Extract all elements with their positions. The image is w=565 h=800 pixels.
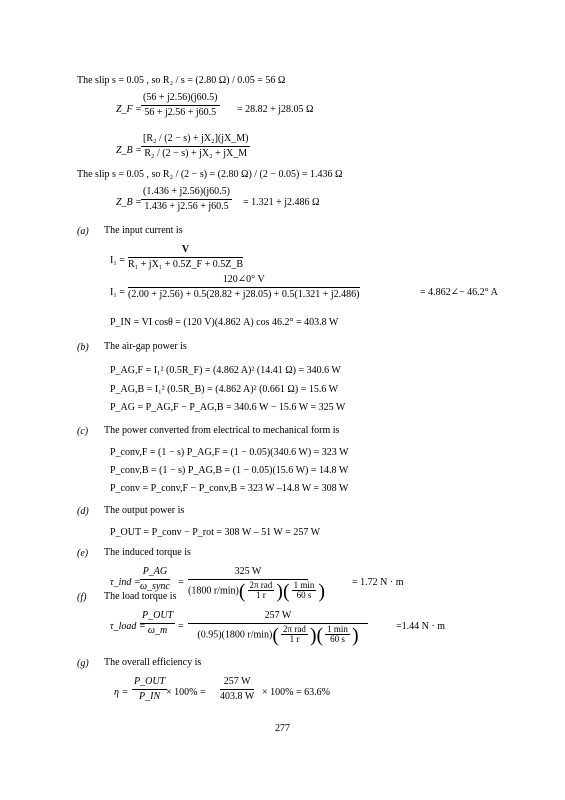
induced-torque-frac2-num: 325 W — [188, 566, 308, 580]
induced-torque-frac2-den: (1800 r/min)( $\frac{\text{2π rad}}{1 r}$ )( $\frac{1 \min}{60 s}$ ) — [188, 579, 326, 602]
induced-torque-speed: (1800 r/min) — [188, 585, 239, 597]
part-e-label: (e) — [77, 548, 89, 559]
zb-denominator: 1.436 + j2.56 + j60.5 — [144, 200, 229, 212]
load-torque-conv2-den: 60 s — [330, 634, 345, 645]
i1-formula-numerator: V — [128, 244, 243, 258]
part-b-title: The air-gap power is — [104, 341, 187, 352]
zb-formula-fraction — [141, 133, 250, 159]
induced-torque-frac1-num: P_AG — [140, 566, 170, 580]
efficiency-frac1 — [132, 676, 167, 702]
i1-value-fraction — [128, 274, 360, 300]
part-b-label: (b) — [77, 342, 89, 353]
airgap-total-line: P_AG = P_AG,F − P_AG,B = 340.6 W − 15.6 W = 325 W — [110, 402, 346, 413]
part-g-label: (g) — [77, 658, 89, 669]
induced-torque-frac2 — [188, 566, 326, 602]
efficiency-frac2-den: 403.8 W — [220, 690, 255, 702]
load-torque-conv1-den: 1 r — [289, 634, 300, 645]
load-torque-frac1-num: P_OUT — [140, 610, 175, 624]
induced-torque-conv1-den: 1 r — [256, 590, 266, 601]
conv-forward-line: P_conv,F = (1 − s) P_AG,F = (1 − 0.05)(340.6 W) = 323 W — [110, 447, 349, 458]
zf-result: = 28.82 + j28.05 Ω — [237, 104, 314, 115]
zb-numerator: (1.436 + j2.56)(j60.5) — [141, 186, 232, 200]
conv-total-line: P_conv = P_conv,F − P_conv,B = 323 W –14.8 W = 308 W — [110, 483, 349, 494]
induced-torque-lhs: τ_ind = — [110, 577, 141, 588]
load-torque-frac2-den: (0.95)(1800 r/min)( $\frac{\text{2π rad}}{1 r}$ )( $\frac{1 \min}{60 s}$ ) — [197, 623, 359, 646]
output-power-line: P_OUT = P_conv − P_rot = 308 W – 51 W = 257 W — [110, 527, 321, 538]
i1-value-numerator: 120∠0° V — [128, 274, 360, 288]
induced-torque-frac1 — [140, 566, 170, 592]
i1-formula-fraction — [128, 244, 243, 270]
zb-formula-denominator: R₂ / (2 − s) + jX₂ + jX_M — [144, 147, 248, 159]
induced-torque-conv1-num: 2π rad — [249, 579, 273, 590]
zb-formula-numerator: [R₂ / (2 − s) + jX₂](jX_M) — [141, 133, 250, 147]
induced-torque-frac1-den: ω_sync — [140, 580, 170, 592]
part-c-label: (c) — [77, 426, 89, 437]
zf-denominator: 56 + j2.56 + j60.5 — [144, 106, 217, 118]
page-number: 277 — [275, 723, 290, 734]
i1-value-denominator: (2.00 + j2.56) + 0.5(28.82 + j28.05) + 0.5(1.321 + j2.486) — [128, 288, 360, 300]
i1-value-result: = 4.862∠− 46.2° A — [420, 287, 498, 298]
conv-backward-line: P_conv,B = (1 − s) P_AG,B = (1 − 0.05)(15.6 W) = 14.8 W — [110, 465, 349, 476]
efficiency-lhs: η = — [114, 687, 129, 698]
part-g-title: The overall efficiency is — [104, 657, 202, 668]
part-f-title: The load torque is — [104, 591, 177, 602]
part-c-title: The power converted from electrical to mechanical form is — [104, 425, 340, 436]
part-a-title: The input current is — [104, 225, 183, 236]
i1-value-lhs: I₁ = — [110, 287, 125, 298]
input-power-line: P_IN = VI cosθ = (120 V)(4.862 A) cos 46.2° = 403.8 W — [110, 317, 339, 328]
efficiency-mid: × 100% = — [166, 687, 206, 698]
load-torque-lhs: τ_load = — [110, 621, 146, 632]
load-torque-frac2 — [188, 610, 368, 645]
part-a-label: (a) — [77, 226, 89, 237]
induced-torque-eq: = — [178, 577, 184, 588]
load-torque-frac1 — [140, 610, 175, 636]
zb-formula-lhs: Z_B = — [116, 145, 142, 156]
efficiency-result: × 100% = 63.6% — [262, 687, 330, 698]
airgap-backward-line: P_AG,B = I₁² (0.5R_B) = (4.862 A)² (0.661 Ω) = 15.6 W — [110, 384, 339, 395]
load-torque-frac1-den: ω_m — [147, 624, 168, 636]
zf-lhs: Z_F = — [116, 104, 142, 115]
zb-lhs: Z_B = — [116, 197, 142, 208]
induced-torque-conv2-num: 1 min — [293, 579, 315, 590]
slip-backward-line: The slip s = 0.05 , so R₂ / (2 − s) = (2.80 Ω) / (2 − 0.05) = 1.436 Ω — [77, 169, 343, 180]
efficiency-frac1-num: P_OUT — [132, 676, 167, 690]
zf-numerator: (56 + j2.56)(j60.5) — [141, 92, 220, 106]
load-torque-eq: = — [178, 621, 184, 632]
part-d-title: The output power is — [104, 505, 185, 516]
efficiency-frac1-den: P_IN — [139, 690, 161, 702]
zb-result: = 1.321 + j2.486 Ω — [243, 197, 320, 208]
i1-formula-lhs: I₁ = — [110, 255, 125, 266]
efficiency-frac2-num: 257 W — [220, 676, 254, 690]
efficiency-frac2 — [220, 676, 254, 702]
zb-fraction — [141, 186, 232, 212]
slip-forward-line: The slip s = 0.05 , so R₂ / s = (2.80 Ω) / 0.05 = 56 Ω — [77, 75, 286, 86]
load-torque-result: =1.44 N · m — [396, 621, 445, 632]
i1-formula-denominator: R₁ + jX₁ + 0.5Z_F + 0.5Z_B — [128, 258, 244, 270]
part-e-title: The induced torque is — [104, 547, 191, 558]
airgap-forward-line: P_AG,F = I₁² (0.5R_F) = (4.862 A)² (14.41 Ω) = 340.6 W — [110, 365, 341, 376]
part-d-label: (d) — [77, 506, 89, 517]
load-torque-frac2-num: 257 W — [188, 610, 368, 624]
load-torque-conv1-num: 2π rad — [283, 623, 306, 634]
load-torque-conv2-num: 1 min — [327, 623, 348, 634]
induced-torque-conv2-den: 60 s — [296, 590, 312, 601]
induced-torque-result: = 1.72 N · m — [352, 577, 404, 588]
load-torque-speed: (0.95)(1800 r/min) — [197, 629, 273, 641]
zf-fraction — [141, 92, 220, 118]
part-f-label: (f) — [77, 592, 87, 603]
